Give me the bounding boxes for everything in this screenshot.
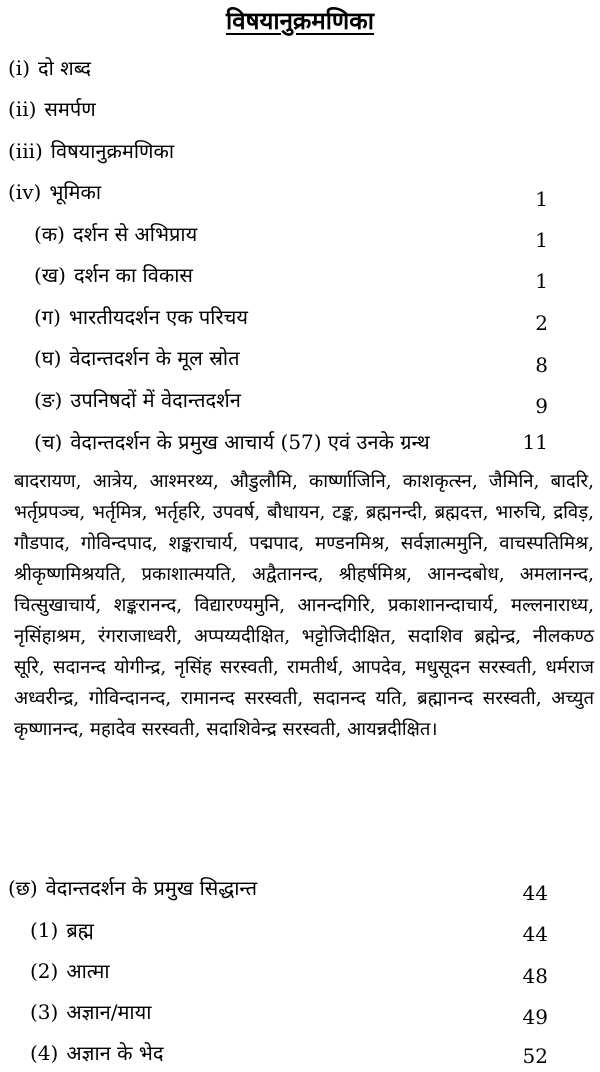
entry-title: अज्ञान के भेद (66, 1041, 164, 1065)
toc-entry (8, 97, 96, 121)
toc-subentry (34, 430, 430, 454)
entry-title: समर्पण (44, 97, 96, 121)
entry-number: (क) (34, 222, 65, 246)
entry-title: वेदान्तदर्शन के प्रमुख आचार्य (57) एवं उनके ग्रन्थ (70, 430, 430, 454)
toc-subentry (34, 222, 197, 246)
entry-number: (1) (30, 918, 59, 942)
acharya-list: बादरायण, आत्रेय, आश्मरथ्य, औडुलौमि, कार्ष्णाजिनि, काशकृत्स्न, जैमिनि, बादरि, भर्तृप्रपञ्च, भर्तृमित्र, भर्तृहरि, उपवर्ष, बौधायन, टङ्क, ब्रह्मनन्दी, ब्रह्मदत्त, भारुचि, द्रविड़, गौडपाद, गोविन्दपाद, शङ्कराचार्य, पद्मपाद, मण्डनमिश्र, सर्वज्ञात्ममुनि, वाचस्पतिमिश्र, श्रीकृष्णमिश्रयति, प्रकाशात्मयति, अद्वैतानन्द, श्रीहर्षमिश्र, आनन्दबोध, अमलानन्द, चित्सुखाचार्य, शङ्करानन्द, विद्यारण्यमुनि, आनन्दगिरि, प्रकाशानन्दाचार्य, मल्लनाराध्य, नृसिंहाश्रम, रंगराजाध्वरी, अप्पय्यदीक्षित, भट्टोजिदीक्षित, सदाशिव ब्रह्मेन्द्र, नीलकण्ठ सूरि, सदानन्द योगीन्द्र, नृसिंह सरस्वती, रामतीर्थ, आपदेव, मधुसूदन सरस्वती, धर्मराज अध्वरीन्द्र, गोविन्दानन्द, रामानन्द सरस्वती, सदानन्द यति, ब्रह्मानन्द सरस्वती, अच्युत कृष्णानन्द, महादेव सरस्वती, सदाशिवेन्द्र सरस्वती, आयन्नदीक्षित। (14, 471, 594, 740)
toc-subentry (30, 959, 110, 983)
entry-number: (छ) (8, 876, 38, 900)
toc-entry (8, 180, 101, 204)
entry-title: अज्ञान/माया (66, 1000, 152, 1024)
entry-number: (ii) (8, 97, 37, 121)
entry-page-number: 11 (522, 430, 548, 454)
toc-subentry (34, 388, 241, 412)
entry-title: भारतीयदर्शन एक परिचय (68, 305, 248, 329)
toc-subentry (30, 1000, 151, 1024)
toc-entry (8, 56, 91, 80)
entry-page-number: 52 (522, 1044, 548, 1068)
entry-number: (2) (30, 959, 59, 983)
entry-number: (i) (8, 56, 31, 80)
entry-title: वेदान्तदर्शन के मूल स्रोत (69, 346, 240, 370)
entry-number: (iii) (8, 139, 43, 163)
entry-number: (iv) (8, 180, 42, 204)
entry-title: भूमिका (49, 180, 102, 204)
entry-title: दर्शन से अभिप्राय (72, 222, 198, 246)
toc-entry (8, 139, 174, 163)
entry-title: वेदान्तदर्शन के प्रमुख सिद्धान्त (45, 876, 257, 900)
entry-number: (ङ) (34, 388, 63, 412)
entry-number: (च) (34, 430, 63, 454)
entry-title: उपनिषदों में वेदान्तदर्शन (70, 388, 241, 412)
page-title: विषयानुक्रमणिका (226, 6, 374, 35)
entry-number: (ख) (34, 263, 66, 287)
entry-title: आत्मा (66, 959, 110, 983)
toc-subentry (34, 263, 193, 287)
entry-title: विषयानुक्रमणिका (50, 139, 175, 163)
toc-subentry (30, 918, 94, 942)
entry-page-number: 1 (535, 228, 548, 252)
entry-number: (4) (30, 1041, 59, 1065)
entry-page-number: 49 (522, 1005, 548, 1029)
entry-page-number: 44 (522, 881, 548, 905)
entry-page-number: 2 (535, 311, 548, 335)
toc-subentry (30, 1041, 163, 1065)
entry-page-number: 1 (535, 187, 548, 211)
entry-page-number: 48 (522, 964, 548, 988)
entry-page-number: 1 (535, 269, 548, 293)
toc-subentry (34, 346, 240, 370)
entry-number: (ग) (34, 305, 61, 329)
entry-title: दर्शन का विकास (73, 263, 193, 287)
entry-page-number: 8 (535, 353, 548, 377)
entry-title: दो शब्द (38, 56, 92, 80)
entry-page-number: 9 (535, 394, 548, 418)
entry-title: ब्रह्म (66, 918, 94, 942)
toc-subentry (8, 876, 257, 900)
toc-subentry (34, 305, 248, 329)
entry-page-number: 44 (522, 922, 548, 946)
entry-number: (घ) (34, 346, 62, 370)
entry-number: (3) (30, 1000, 59, 1024)
